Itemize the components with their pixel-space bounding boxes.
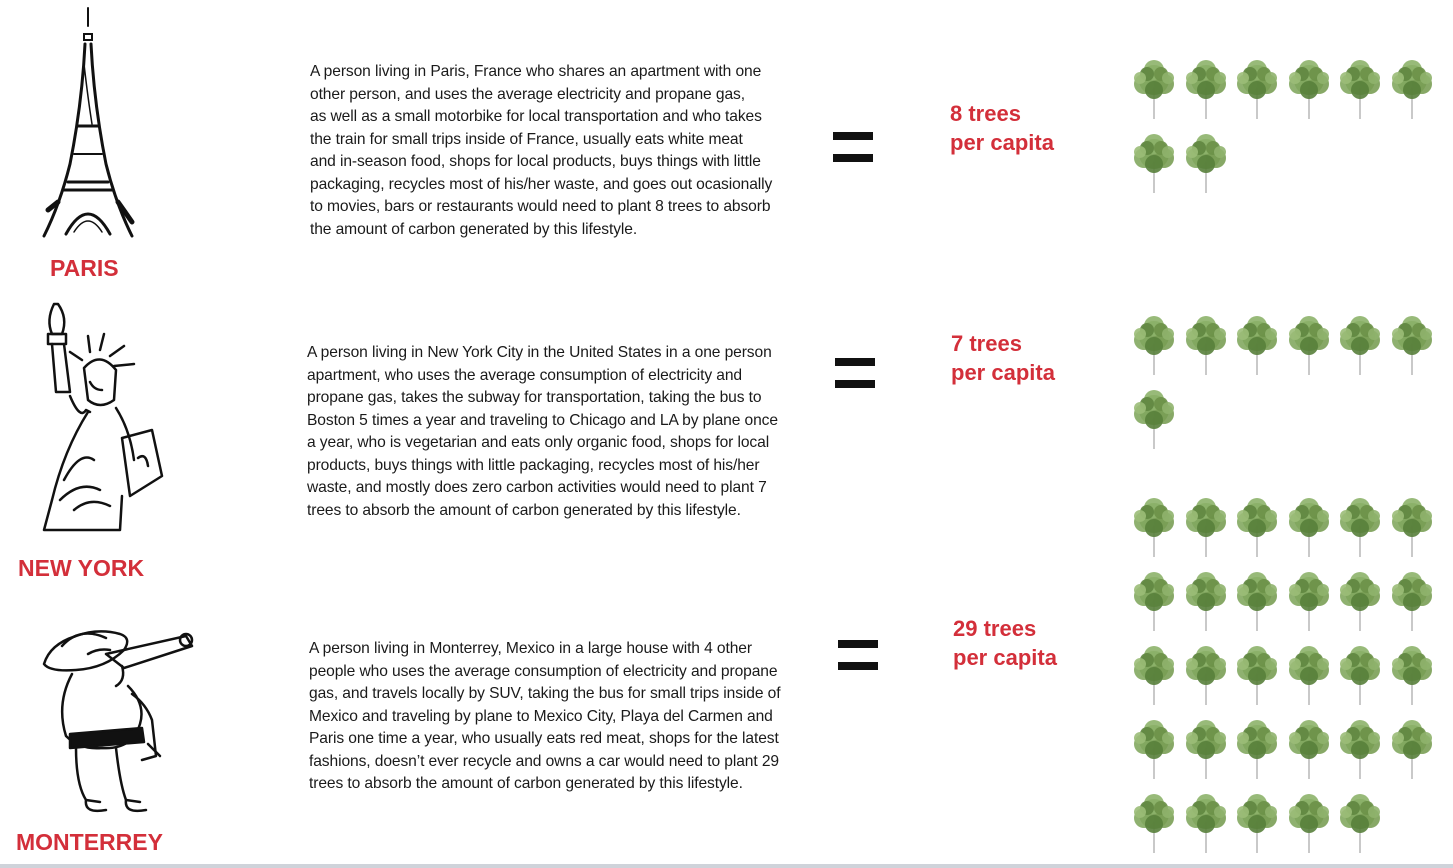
tree-icon (1130, 718, 1178, 780)
tree-icon (1388, 496, 1436, 558)
equals-icon (838, 640, 878, 672)
tree-icon (1336, 718, 1384, 780)
tree-icon (1285, 570, 1333, 632)
per-capita-new-york: per capita (951, 360, 1055, 385)
tree-icon (1233, 792, 1281, 854)
tree-icon (1130, 792, 1178, 854)
description-monterrey: A person living in Monterrey, Mexico in a large house with 4 other people who uses the average consumption of electricity and propane gas, and travels locally by SUV, taking the bus for small trips inside of Mexico and traveling by plane to Mexico City, Playa del Carmen and Paris one time a year, who usually eats red meat, shops for the latest fashions, doesn’t ever recycle and owns a car would need to plant 29 trees to absorb the amount of carbon generated by this lifestyle. (309, 640, 781, 792)
bottom-divider (0, 864, 1453, 868)
tree-icon (1182, 496, 1230, 558)
per-capita-paris: per capita (950, 130, 1054, 155)
city-label-monterrey: MONTERREY (16, 829, 163, 855)
tree-icon (1285, 644, 1333, 706)
mariachi-icon (36, 624, 196, 820)
tree-icon (1182, 792, 1230, 854)
tree-icon (1182, 718, 1230, 780)
tree-icon (1336, 644, 1384, 706)
tree-icon (1233, 496, 1281, 558)
city-label-new-york: NEW YORK (18, 555, 145, 581)
per-capita-monterrey: per capita (953, 645, 1057, 670)
description-paris: A person living in Paris, France who shares an apartment with one other person, and uses the average electricity and propane gas, as well as a small motorbike for local transportation and who takes the train for small trips inside of France, usually eats white meat and in-season food, shops for local products, buys things with little packaging, recycles most of his/her waste, and goes out ocasionally to movies, bars or restaurants would need to plant 8 trees to absorb the amount of carbon generated by this lifestyle. (310, 63, 773, 238)
trees-count-paris: 8 trees (950, 101, 1021, 126)
tree-icon (1130, 644, 1178, 706)
tree-icon (1336, 496, 1384, 558)
tree-icon (1233, 644, 1281, 706)
tree-grid-monterrey (1130, 496, 1450, 864)
trees-count-monterrey: 29 trees (953, 616, 1037, 641)
description-new-york: A person living in New York City in the United States in a one person apartment, who uses the average consumption of electricity and propane gas, takes the subway for transportation, taking the bus to Boston 5 times a year and traveling to Chicago and LA by plane once a year, who is vegetarian and eats only organic food, shops for local products, buys things with little packaging, recycles most of his/her waste, and mostly does zero carbon activities would need to plant 7 trees to absorb the amount of carbon generated by this lifestyle. (307, 344, 778, 519)
tree-icon (1336, 792, 1384, 854)
tree-icon (1388, 570, 1436, 632)
tree-icon (1285, 792, 1333, 854)
tree-icon (1130, 570, 1178, 632)
tree-icon (1388, 644, 1436, 706)
city-label-paris: PARIS (50, 255, 119, 281)
tree-icon (1388, 718, 1436, 780)
tree-icon (1285, 718, 1333, 780)
tree-icon (1233, 570, 1281, 632)
tree-icon (1182, 644, 1230, 706)
trees-count-new-york: 7 trees (951, 331, 1022, 356)
tree-icon (1182, 570, 1230, 632)
tree-icon (1285, 496, 1333, 558)
tree-icon (1130, 496, 1178, 558)
tree-icon (1336, 570, 1384, 632)
tree-icon (1233, 718, 1281, 780)
trees-per-capita-monterrey (953, 614, 1057, 672)
